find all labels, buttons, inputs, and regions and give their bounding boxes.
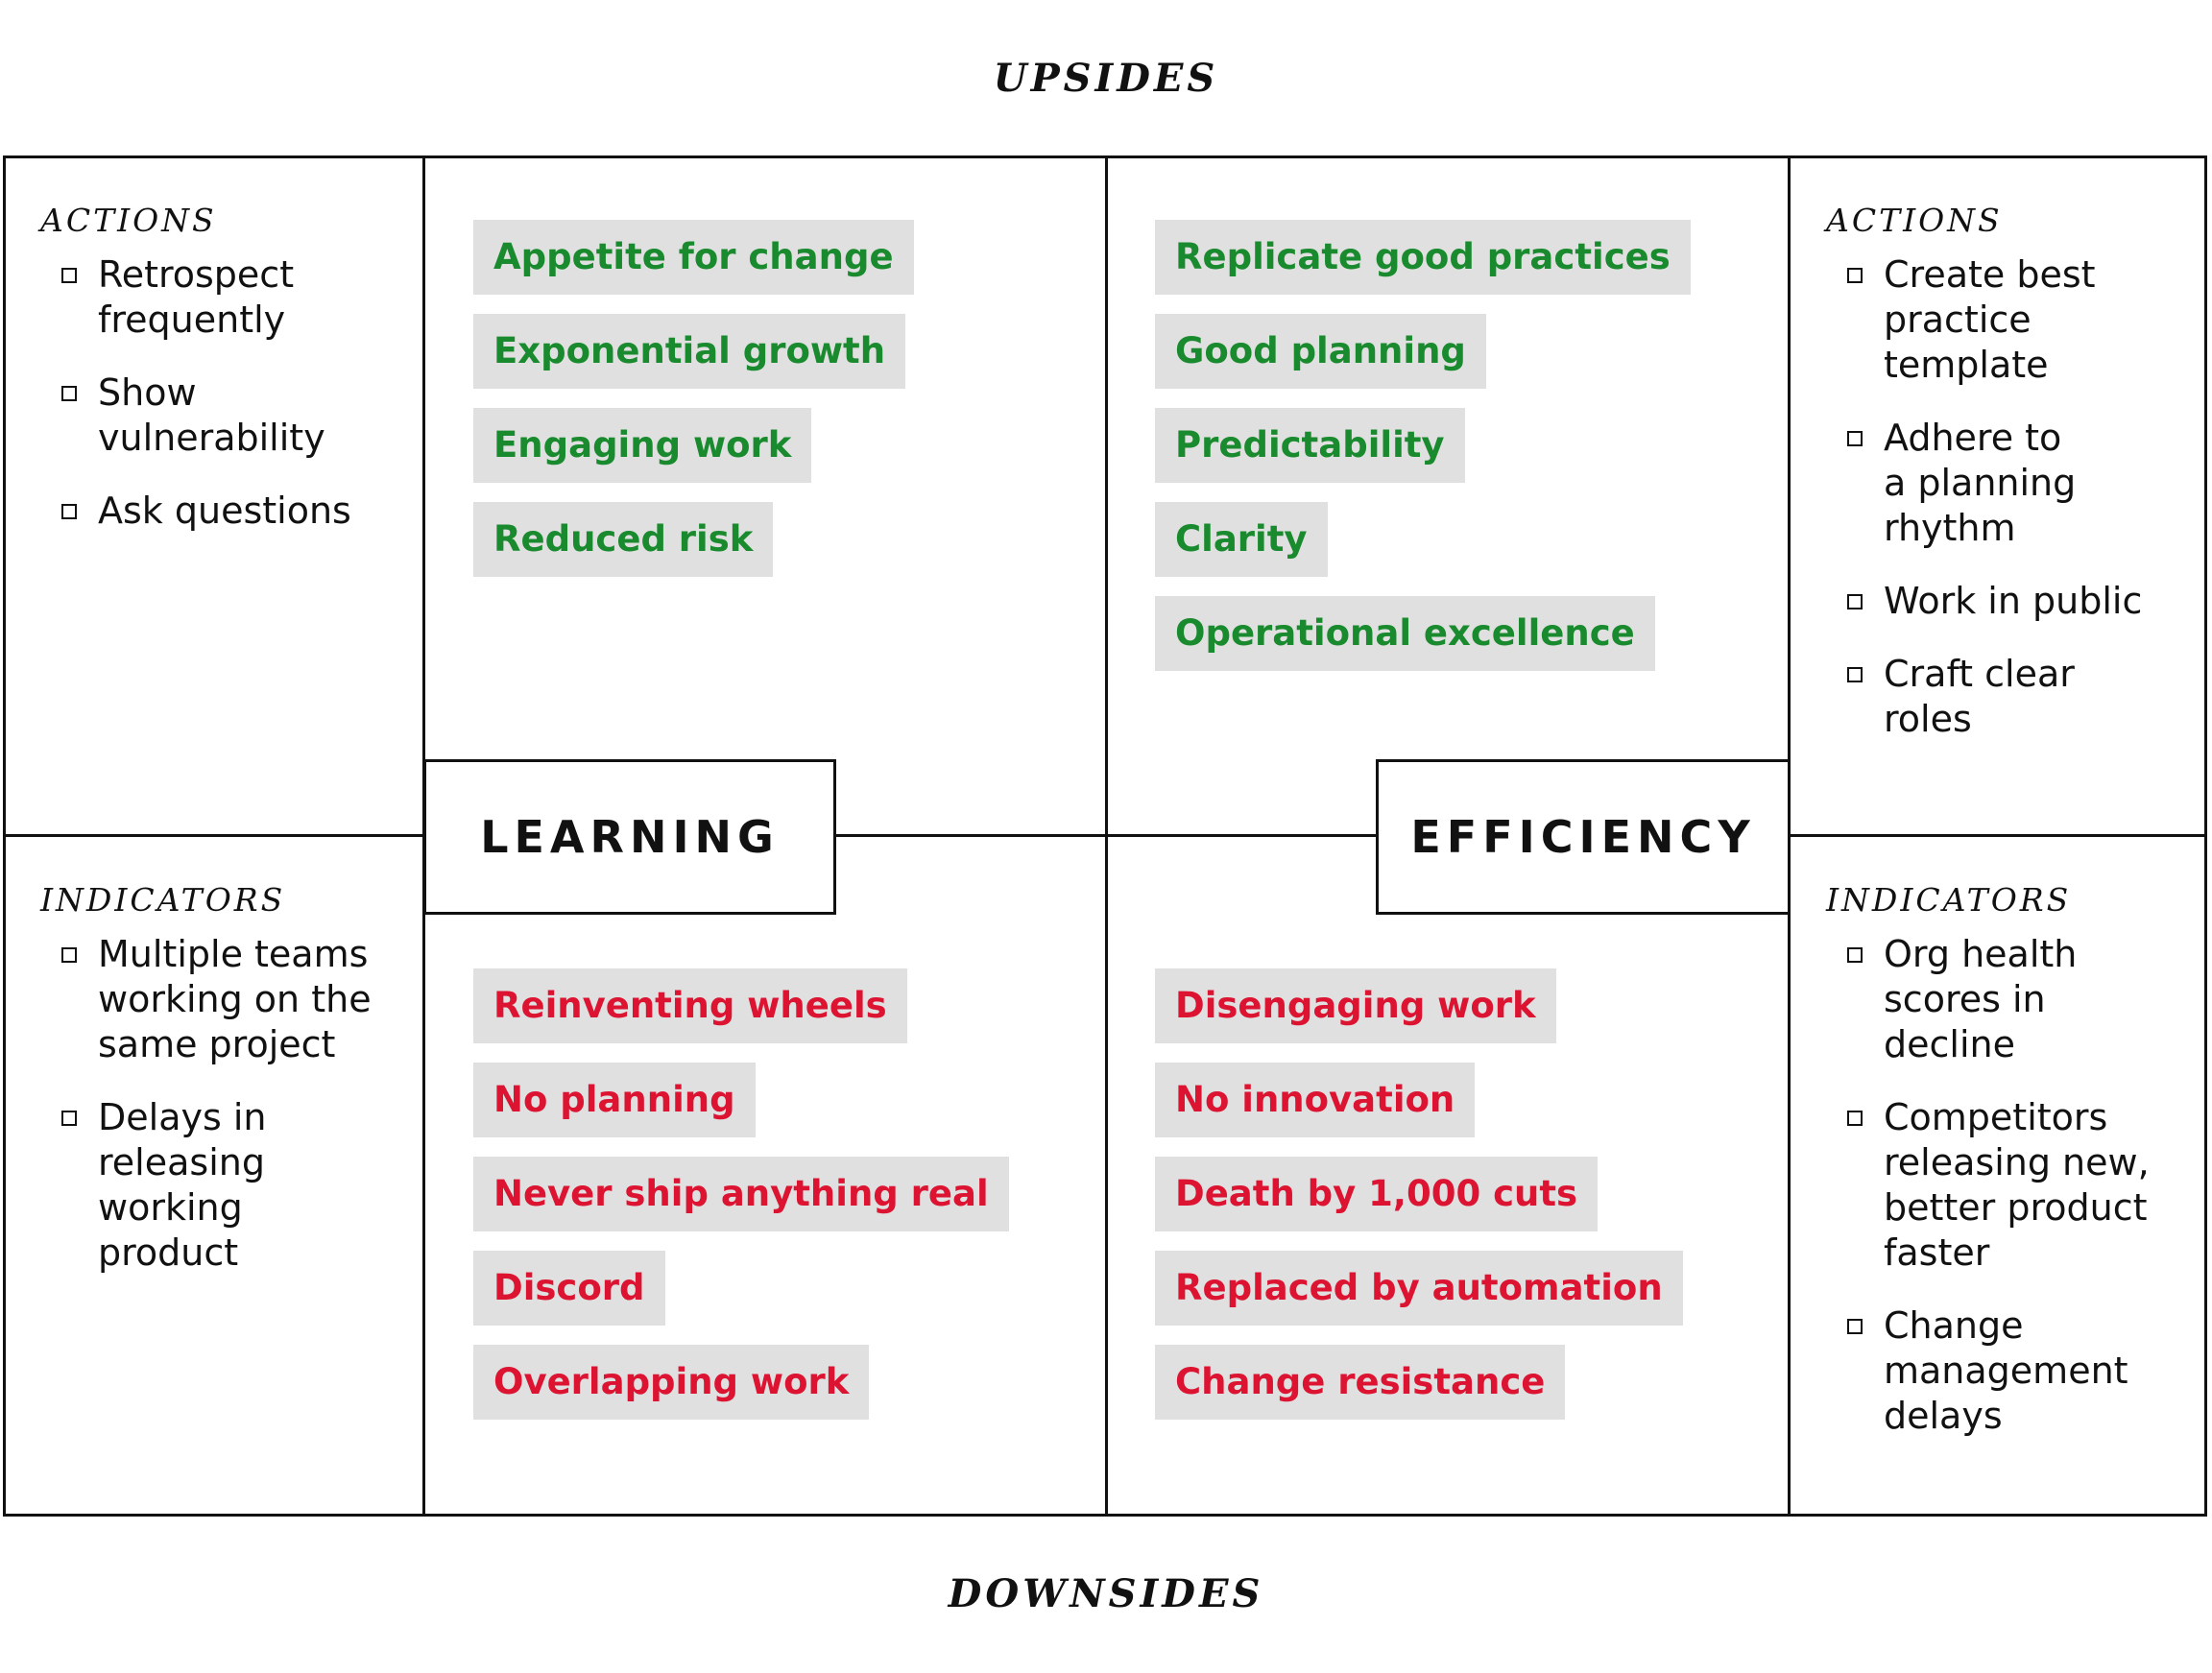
- efficiency-upside-chip: Operational excellence: [1155, 596, 1655, 671]
- checkbox-icon[interactable]: [1847, 667, 1863, 682]
- checkbox-icon[interactable]: [1847, 947, 1863, 963]
- learning-label: LEARNING: [423, 759, 836, 915]
- checkbox-icon[interactable]: [61, 947, 77, 963]
- right-actions-panel: [1826, 202, 2200, 770]
- efficiency-upside-chip: Clarity: [1155, 502, 1328, 577]
- list-item: Work in public: [1826, 579, 2200, 624]
- learning-upside-chip: Appetite for change: [473, 220, 914, 295]
- efficiency-downside-chip: Disengaging work: [1155, 968, 1556, 1043]
- learning-downside-chip: No planning: [473, 1063, 756, 1137]
- left-indicators-panel: [40, 881, 415, 1303]
- left-indicators-heading: INDICATORS: [40, 881, 286, 919]
- learning-downside-chip: Overlapping work: [473, 1345, 869, 1420]
- efficiency-upside-chip: Replicate good practices: [1155, 220, 1691, 295]
- list-item: Change management delays: [1826, 1303, 2200, 1439]
- checkbox-icon[interactable]: [1847, 1111, 1863, 1126]
- divider-horizontal: [3, 834, 2207, 837]
- efficiency-upsides: [1155, 220, 1691, 690]
- list-item: Adhere to a planning rhythm: [1826, 416, 2200, 551]
- checkbox-icon[interactable]: [1847, 268, 1863, 283]
- checkbox-icon[interactable]: [1847, 594, 1863, 609]
- learning-upsides: [473, 220, 914, 596]
- efficiency-upside-chip: Predictability: [1155, 408, 1465, 483]
- checkbox-icon[interactable]: [61, 504, 77, 519]
- list-item: Delays in releasing working product: [40, 1095, 415, 1276]
- downsides-heading: DOWNSIDES: [948, 1571, 1264, 1616]
- list-item: Org health scores in decline: [1826, 932, 2200, 1067]
- efficiency-label: EFFICIENCY: [1376, 759, 1791, 915]
- efficiency-downside-chip: No innovation: [1155, 1063, 1475, 1137]
- checkbox-icon[interactable]: [1847, 1319, 1863, 1334]
- right-indicators-heading: INDICATORS: [1826, 881, 2072, 919]
- right-indicators-panel: [1826, 881, 2200, 1467]
- list-item: Craft clear roles: [1826, 652, 2200, 742]
- checkbox-icon[interactable]: [61, 386, 77, 401]
- learning-downside-chip: Reinventing wheels: [473, 968, 907, 1043]
- list-item: Multiple teams working on the same project: [40, 932, 415, 1067]
- efficiency-downside-chip: Replaced by automation: [1155, 1251, 1683, 1326]
- upsides-heading: UPSIDES: [993, 56, 1219, 101]
- right-actions-heading: ACTIONS: [1826, 202, 2003, 239]
- learning-upside-chip: Exponential growth: [473, 314, 905, 389]
- efficiency-downsides: [1155, 968, 1683, 1439]
- checkbox-icon[interactable]: [61, 268, 77, 283]
- efficiency-downside-chip: Death by 1,000 cuts: [1155, 1157, 1598, 1231]
- checkbox-icon[interactable]: [1847, 431, 1863, 446]
- list-item: Show vulnerability: [40, 370, 415, 461]
- left-actions-panel: [40, 202, 415, 562]
- learning-downsides: [473, 968, 1009, 1439]
- list-item: Ask questions: [40, 489, 415, 534]
- efficiency-upside-chip: Good planning: [1155, 314, 1486, 389]
- list-item: Retrospect frequently: [40, 252, 415, 343]
- learning-downside-chip: Never ship anything real: [473, 1157, 1009, 1231]
- efficiency-downside-chip: Change resistance: [1155, 1345, 1565, 1420]
- list-item: Competitors releasing new, better product faster: [1826, 1095, 2200, 1276]
- learning-upside-chip: Reduced risk: [473, 502, 773, 577]
- checkbox-icon[interactable]: [61, 1111, 77, 1126]
- list-item: Create best practice template: [1826, 252, 2200, 388]
- left-actions-heading: ACTIONS: [40, 202, 217, 239]
- learning-upside-chip: Engaging work: [473, 408, 811, 483]
- learning-downside-chip: Discord: [473, 1251, 665, 1326]
